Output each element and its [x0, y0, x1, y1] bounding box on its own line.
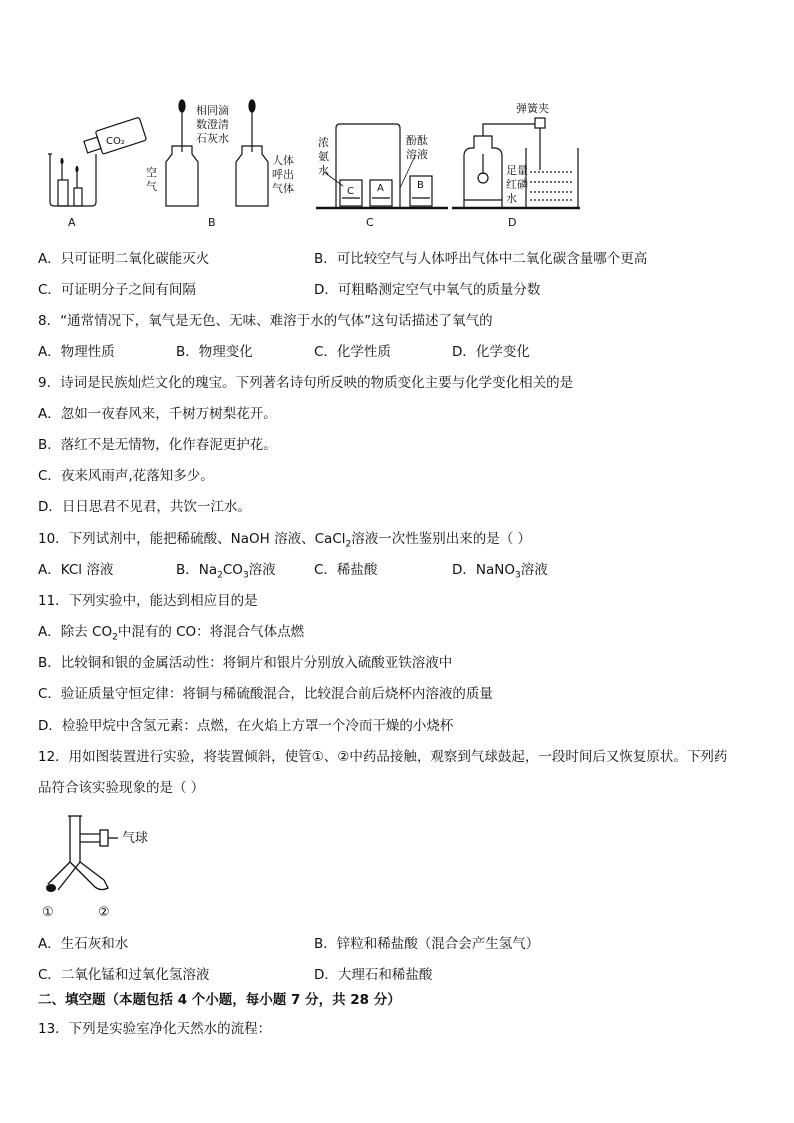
fig-tube1-label: ①	[42, 905, 54, 920]
fig-label-d: D	[508, 216, 517, 229]
tube1-solid	[46, 884, 56, 892]
q9-stem: 9．诗词是民族灿烂文化的瑰宝。下列著名诗句所反映的物质变化主要与化学变化相关的是	[38, 375, 574, 391]
q10-d-post: 溶液	[520, 562, 548, 578]
q12-stem-line2: 品符合该实验现象的是（ ）	[38, 780, 205, 796]
q11-option-a	[38, 624, 304, 646]
q12-option-a: A．生石灰和水	[38, 936, 129, 952]
section-2-title: 二、填空题（本题包括 4 个小题，每小题 7 分，共 28 分）	[38, 992, 401, 1008]
q10-stem-post: 溶液一次性鉴别出来的是（ ）	[351, 531, 532, 547]
q7-option-b: B．可比较空气与人体呼出气体中二氧化碳含量哪个更高	[314, 251, 648, 267]
q10-option-a: A．KCl 溶液	[38, 562, 114, 578]
q10-b-sub2: 3	[242, 570, 249, 581]
fig-c-left-1: 浓	[318, 136, 329, 149]
fig-b-dropper-3: 石灰水	[196, 132, 229, 145]
q11-option-c: C．验证质量守恒定律：将铜与稀硫酸混合，比较混合前后烧杯内溶液的质量	[38, 686, 493, 702]
q8-option-a: A．物理性质	[38, 344, 115, 360]
q10-option-d	[452, 562, 548, 584]
fig-c-right-1: 酚酞	[406, 134, 428, 147]
fig-b-right-3: 气体	[272, 182, 294, 195]
fig-b-dropper-1: 相同滴	[196, 104, 229, 117]
q10-b-sub1: 2	[217, 570, 223, 581]
q9-option-c: C．夜来风雨声,花落知多少。	[38, 468, 214, 484]
q12-option-c: C．二氧化锰和过氧化氢溶液	[38, 967, 210, 983]
q8-stem: 8．“通常情况下，氧气是无色、无味、难溶于水的气体”这句话描述了氧气的	[38, 313, 493, 329]
fig-b-left-2: 气	[146, 180, 157, 193]
q10-stem	[38, 531, 531, 553]
fig-b-right-1: 人体	[272, 154, 294, 167]
fig-d-r2: 红磷	[506, 178, 528, 191]
fig-c-left-3: 水	[318, 164, 329, 177]
fig-b-dropper-2: 数澄清	[196, 118, 229, 131]
q7-option-c: C．可证明分子之间有间隔	[38, 282, 196, 298]
apparatus-a	[48, 117, 147, 206]
q9-option-b: B．落红不是无情物，化作春泥更护花。	[38, 437, 277, 453]
fig-d-clip: 弹簧夹	[516, 102, 549, 115]
fig-d-r3: 水	[506, 192, 517, 205]
q11-option-d: D．检验甲烷中含氢元素：点燃，在火焰上方罩一个冷而干燥的小烧杯	[38, 718, 454, 734]
q12-stem-line1: 12．用如图装置进行实验，将装置倾斜，使管①、②中药品接触，观察到气球鼓起，一段时间后又恢复原状。下列药	[38, 749, 728, 765]
q11-stem: 11．下列实验中，能达到相应目的是	[38, 593, 258, 609]
q8-option-c: C．化学性质	[314, 344, 391, 360]
fig-b-right-2: 呼出	[272, 168, 294, 181]
q10-d-sub: 3	[515, 570, 521, 581]
q12-option-b: B．锌粒和稀盐酸（混合会产生氢气）	[314, 936, 540, 952]
q10-stem-sub: 2	[345, 539, 352, 550]
q9-option-d: D．日日思君不见君，共饮一江水。	[38, 499, 251, 515]
y-tube-figure	[38, 812, 168, 922]
q10-d-pre: D．NaNO	[452, 562, 515, 578]
fig-label-co2: CO₂	[106, 136, 125, 147]
fig-c-cup-a: A	[377, 183, 384, 194]
q10-b-post: 溶液	[248, 562, 276, 578]
q10-b-mid: CO	[222, 562, 243, 578]
q9-option-a: A．忽如一夜春风来，千树万树梨花开。	[38, 406, 277, 422]
fig-balloon-label: 气球	[122, 831, 149, 846]
q10-stem-pre: 10．下列试剂中，能把稀硫酸、NaOH 溶液、CaCl	[38, 531, 346, 547]
q8-option-d: D．化学变化	[452, 344, 530, 360]
fig-label-a: A	[68, 216, 76, 229]
q10-option-c: C．稀盐酸	[314, 562, 378, 578]
fig-label-c: C	[366, 216, 374, 229]
q11-a-sub: 2	[112, 632, 118, 643]
fig-label-b: B	[208, 216, 216, 229]
q10-b-pre: B．Na	[176, 562, 218, 578]
q11-a-pre: A．除去 CO	[38, 624, 113, 640]
q11-option-b: B．比较铜和银的金属活动性：将铜片和银片分别放入硫酸亚铁溶液中	[38, 655, 453, 671]
q13-stem: 13．下列是实验室净化天然水的流程：	[38, 1021, 272, 1037]
fig-d-r1: 足量	[506, 164, 528, 177]
fig-c-cup-c: C	[347, 186, 354, 197]
q7-option-a: A．只可证明二氧化碳能灭火	[38, 251, 210, 267]
fig-c-right-2: 溶液	[406, 148, 428, 161]
q7-option-d: D．可粗略测定空气中氧气的质量分数	[314, 282, 541, 298]
fig-tube2-label: ②	[98, 905, 110, 920]
experiment-figure-abcd	[40, 92, 600, 232]
q8-option-b: B．物理变化	[176, 344, 253, 360]
q12-option-d: D．大理石和稀盐酸	[314, 967, 433, 983]
apparatus-c	[316, 124, 448, 208]
q10-option-b	[176, 562, 276, 584]
q11-a-post: 中混有的 CO：将混合气体点燃	[117, 624, 305, 640]
fig-c-cup-b: B	[417, 180, 424, 191]
fig-c-left-2: 氨	[318, 150, 329, 163]
fig-b-left-1: 空	[146, 166, 157, 179]
